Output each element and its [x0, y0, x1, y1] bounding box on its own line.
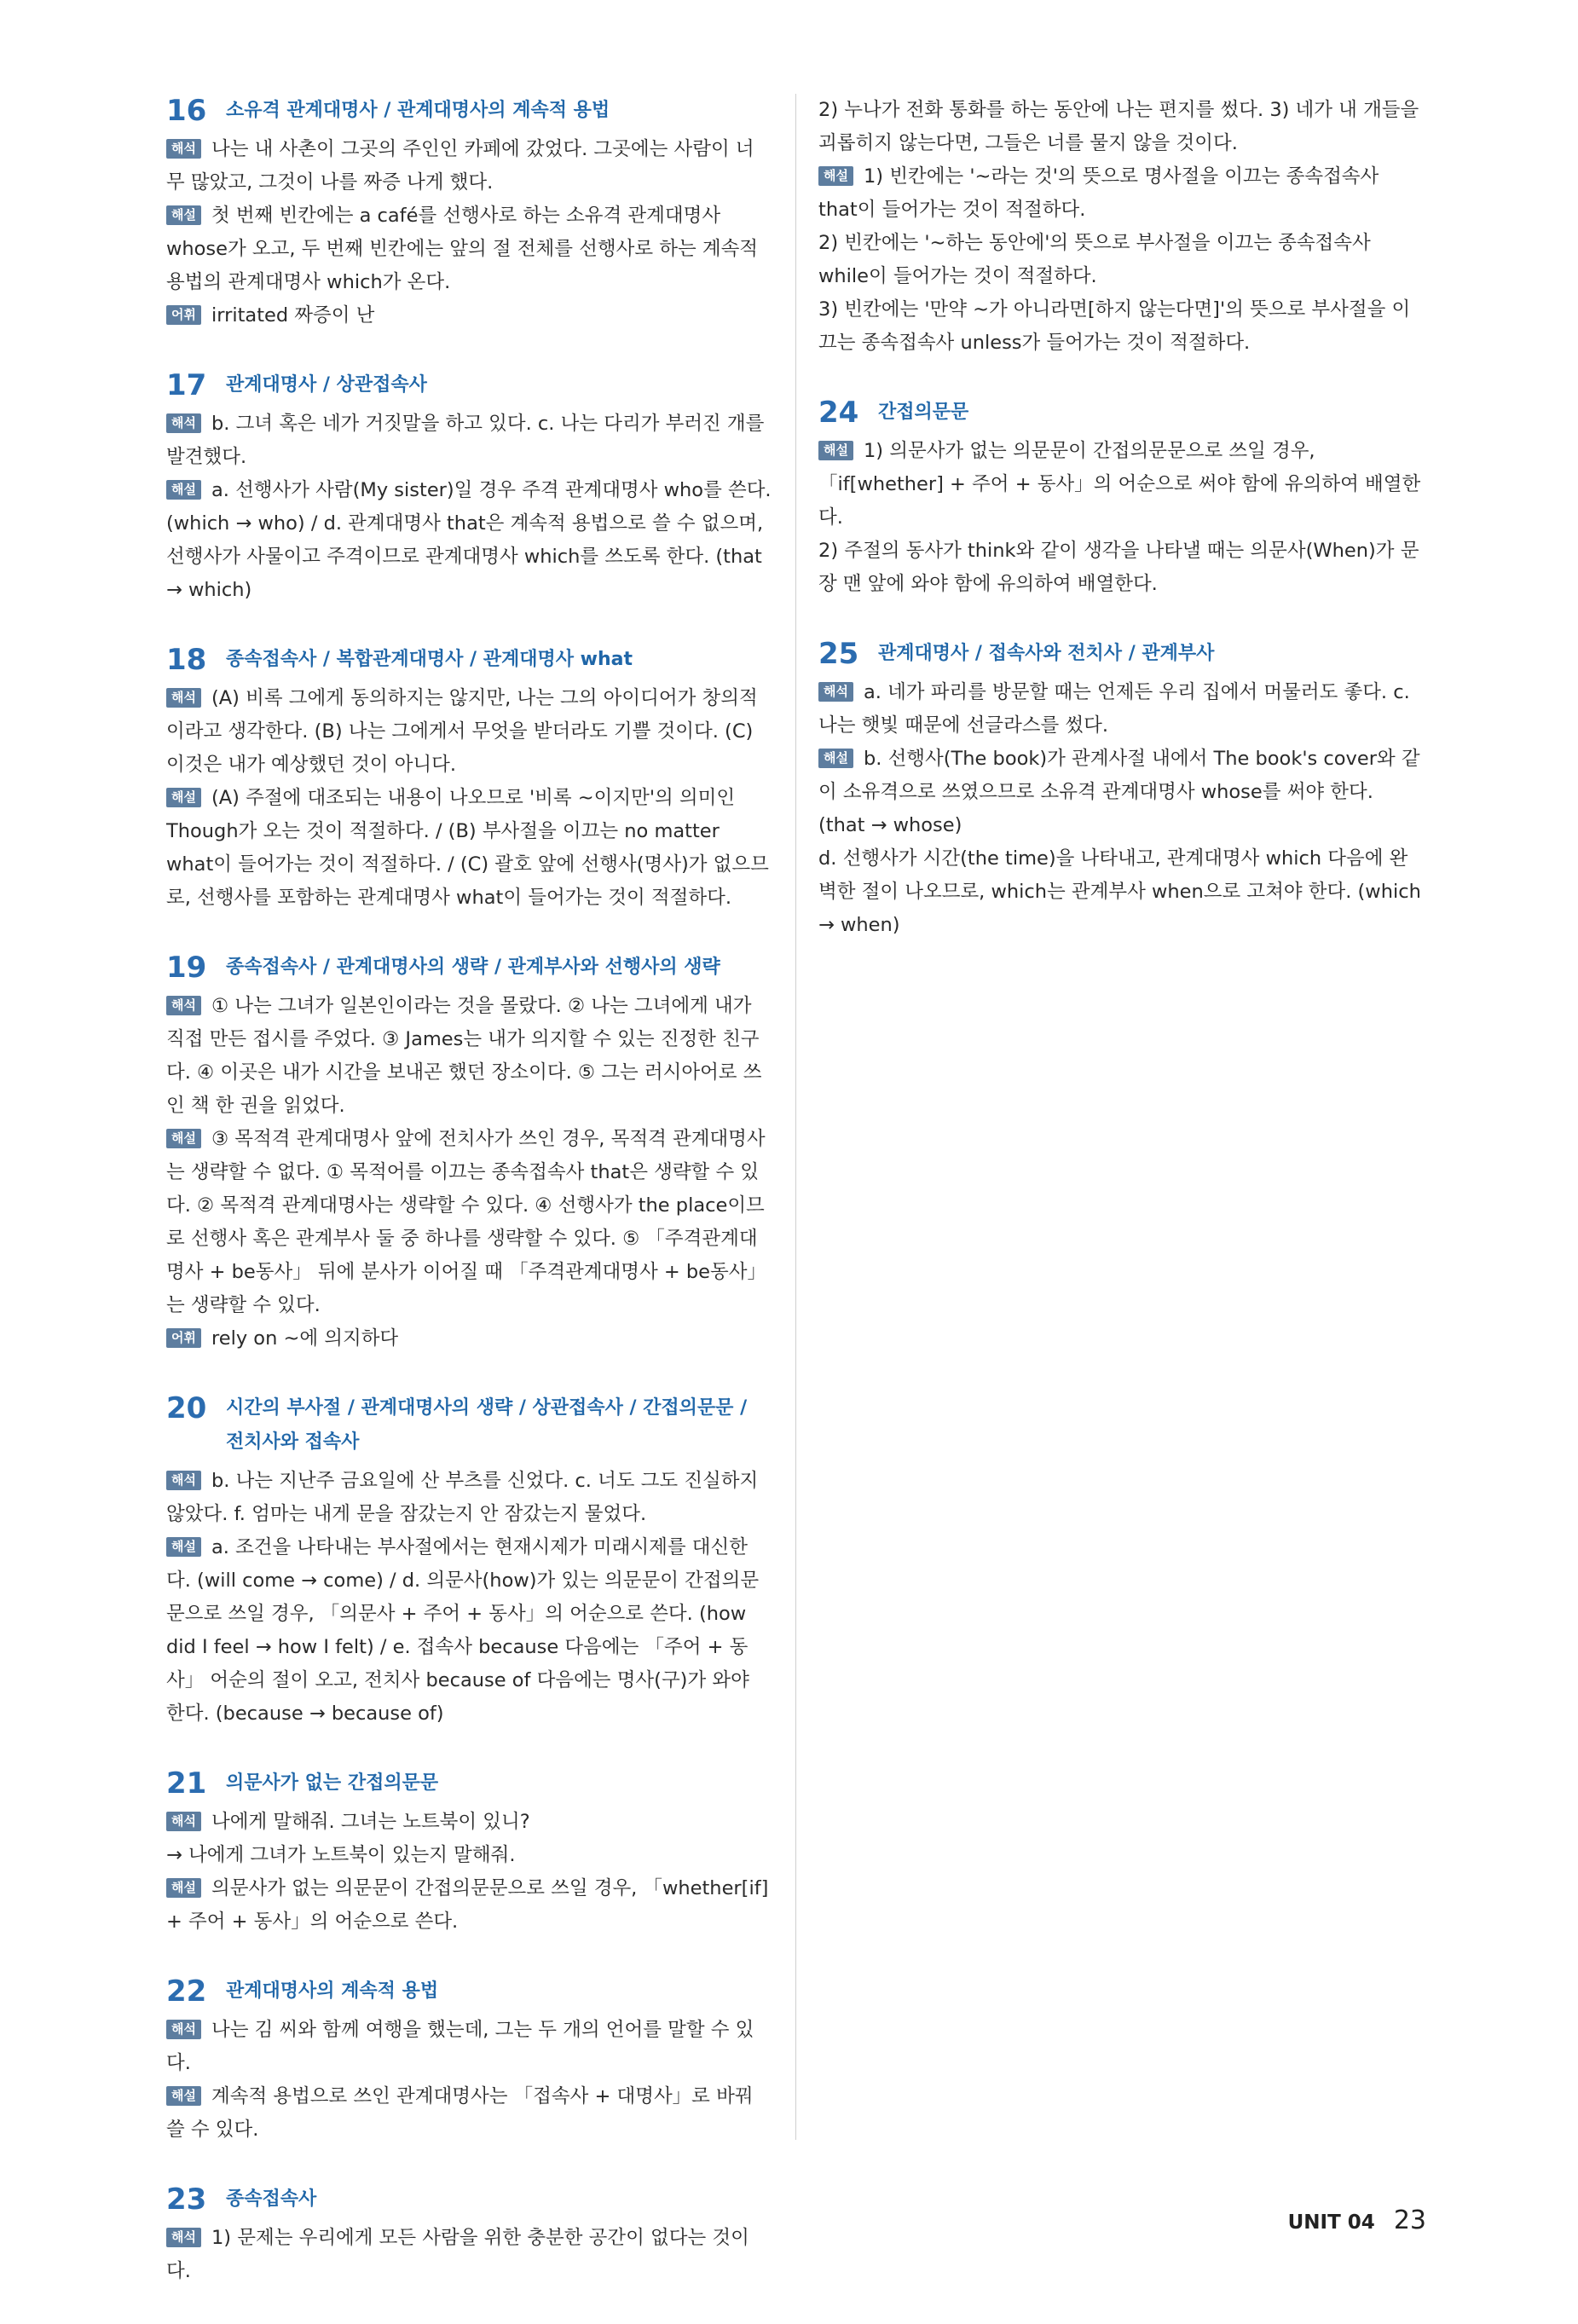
item-header [166, 368, 772, 402]
label-badge: 해설 [166, 1878, 201, 1898]
label-badge: 해석 [166, 996, 201, 1015]
item-topic: 관계대명사 / 접속사와 전치사 / 관계부사 [878, 643, 1215, 664]
line-text: (A) 주절에 대조되는 내용이 나오므로 '비록 ~이지만'의 의미인 Though가 오는 것이 적절하다. / (B) 부사절을 이끄는 no matter what이 들어가는 것이 적절하다. / (C) 괄호 앞에 선행사(명사)가 없으므로, 선행사를 포함하는 관계대명사 what이 들어가는 것이 적절하다. [166, 787, 769, 909]
item-topic: 종속접속사 [226, 2188, 317, 2210]
answer-item [818, 94, 1424, 360]
explanation-line [166, 1839, 772, 1872]
answer-item [166, 94, 772, 332]
explanation-line [818, 535, 1424, 601]
explanation-line [166, 990, 772, 1123]
item-topic: 소유격 관계대명사 / 관계대명사의 계속적 용법 [226, 100, 610, 121]
item-header [166, 94, 772, 128]
explanation-line [166, 1806, 772, 1839]
line-text: 나는 내 사촌이 그곳의 주인인 카페에 갔었다. 그곳에는 사람이 너무 많았고, 그것이 나를 짜증 나게 했다. [166, 138, 754, 194]
item-number: 17 [166, 368, 207, 402]
explanation-line [166, 408, 772, 474]
label-badge: 어휘 [166, 305, 201, 325]
item-header [166, 2182, 772, 2217]
item-topic: 간접의문문 [878, 402, 969, 423]
item-header [818, 637, 1424, 671]
explanation-line [166, 1531, 772, 1731]
label-badge: 해설 [166, 1129, 201, 1148]
label-badge: 해설 [166, 2086, 201, 2106]
item-number: 23 [166, 2182, 207, 2217]
item-topic: 종속접속사 / 관계대명사의 생략 / 관계부사와 선행사의 생략 [226, 957, 720, 978]
line-text: a. 선행사가 사람(My sister)일 경우 주격 관계대명사 who를 쓴다. (which → who) / d. 관계대명사 that은 계속적 용법으로 쓸 수 없으며, 선행사가 사물이고 주격이므로 관계대명사 which를 쓰도록 한다. (that → which) [166, 479, 772, 601]
explanation-line [166, 1123, 772, 1322]
explanation-line [818, 842, 1424, 942]
left-column [166, 94, 772, 2324]
item-number: 19 [166, 951, 207, 985]
answer-item [166, 1974, 772, 2147]
line-text: ③ 목적격 관계대명사 앞에 전치사가 쓰인 경우, 목적격 관계대명사는 생략할 수 없다. ① 목적어를 이끄는 종속접속사 that은 생략할 수 있다. ② 목적격 관계대명사는 생략할 수 있다. ④ 선행사가 the place이므로 선행사 혹은 관계부사 둘 중 하나를 생략할 수 있다. ⑤ 「주격관계대명사 + be동사」 뒤에 분사가 이어질 때 「주격관계대명사 + be동사」는 생략할 수 있다. [166, 1128, 766, 1316]
line-text: → 나에게 그녀가 노트북이 있는지 말해줘. [166, 1844, 516, 1866]
answer-item [818, 637, 1424, 942]
label-badge: 해설 [166, 788, 201, 807]
explanation-line [166, 1322, 772, 1356]
answer-item [166, 951, 772, 1356]
label-badge: 해설 [166, 205, 201, 225]
item-header [166, 1391, 772, 1460]
right-column [818, 94, 1424, 978]
explanation-line [166, 1872, 772, 1939]
label-badge: 해설 [818, 166, 853, 186]
line-text: b. 그녀 혹은 네가 거짓말을 하고 있다. c. 나는 다리가 부러진 개를 발견했다. [166, 413, 765, 468]
line-text: 첫 번째 빈칸에는 a café를 선행사로 하는 소유격 관계대명사 whose가 오고, 두 번째 빈칸에는 앞의 절 전체를 선행사로 하는 계속적 용법의 관계대명사 which가 온다. [166, 205, 759, 293]
item-topic: 의문사가 없는 간접의문문 [226, 1772, 439, 1794]
line-text: 2) 빈칸에는 '~하는 동안에'의 뜻으로 부사절을 이끄는 종속접속사 while이 들어가는 것이 적절하다. [818, 232, 1371, 287]
column-divider [795, 94, 796, 2140]
explanation-line [166, 199, 772, 299]
explanation-line [818, 743, 1424, 842]
label-badge: 해설 [818, 749, 853, 768]
explanation-line [166, 474, 772, 607]
answer-item [166, 1391, 772, 1731]
label-badge: 해석 [166, 139, 201, 159]
unit-label: UNIT 04 [1287, 2211, 1375, 2234]
item-topic: 종속접속사 / 복합관계대명사 / 관계대명사 what [226, 649, 633, 670]
label-badge: 해설 [166, 480, 201, 500]
explanation-line [818, 676, 1424, 743]
line-text: 계속적 용법으로 쓰인 관계대명사는 「접속사 + 대명사」로 바꿔 쓸 수 있다. [166, 2085, 754, 2141]
item-header [166, 1766, 772, 1801]
answer-item [166, 368, 772, 607]
label-badge: 해석 [166, 2228, 201, 2247]
explanation-line [818, 227, 1424, 293]
line-text: a. 네가 파리를 방문할 때는 언제든 우리 집에서 머물러도 좋다. c. 나는 햇빛 때문에 선글라스를 썼다. [818, 681, 1410, 737]
item-header [166, 643, 772, 677]
item-number: 24 [818, 396, 859, 430]
item-number: 16 [166, 94, 207, 128]
line-text: b. 나는 지난주 금요일에 산 부츠를 신었다. c. 너도 그도 진실하지 않았다. f. 엄마는 내게 문을 잠갔는지 안 잠갔는지 물었다. [166, 1470, 759, 1525]
explanation-line [166, 2080, 772, 2147]
explanation-line [166, 782, 772, 915]
label-badge: 해설 [818, 441, 853, 460]
explanation-line [818, 160, 1424, 227]
explanation-line [818, 94, 1424, 160]
item-topic: 관계대명사 / 상관접속사 [226, 374, 427, 396]
item-number: 20 [166, 1391, 207, 1425]
line-text: 나는 김 씨와 함께 여행을 했는데, 그는 두 개의 언어를 말할 수 있다. [166, 2019, 754, 2074]
item-topic: 관계대명사의 계속적 용법 [226, 1980, 439, 2002]
line-text: ① 나는 그녀가 일본인이라는 것을 몰랐다. ② 나는 그녀에게 내가 직접 만든 접시를 주었다. ③ James는 내가 의지할 수 있는 진정한 친구다. ④ 이곳은 내가 시간을 보내곤 했던 장소이다. ⑤ 그는 러시아어로 쓰인 책 한 권을 읽었다. [166, 995, 762, 1117]
line-text: 2) 누나가 전화 통화를 하는 동안에 나는 편지를 썼다. 3) 네가 내 개들을 괴롭히지 않는다면, 그들은 너를 물지 않을 것이다. [818, 99, 1419, 154]
item-header [166, 1974, 772, 2009]
label-badge: 해석 [166, 413, 201, 433]
line-text: 1) 빈칸에는 '~라는 것'의 뜻으로 명사절을 이끄는 종속접속사 that이 들어가는 것이 적절하다. [818, 165, 1379, 221]
line-text: 1) 문제는 우리에게 모든 사람을 위한 충분한 공간이 없다는 것이다. [166, 2227, 749, 2282]
line-text: d. 선행사가 시간(the time)을 나타내고, 관계대명사 which 다음에 완벽한 절이 나오므로, which는 관계부사 when으로 고쳐야 한다. (which → when) [818, 847, 1421, 936]
page-footer [1288, 2205, 1426, 2235]
explanation-line [166, 2014, 772, 2080]
line-text: rely on ~에 의지하다 [211, 1327, 399, 1350]
line-text: 나에게 말해줘. 그녀는 노트북이 있니? [211, 1811, 530, 1833]
answer-item [166, 1766, 772, 1939]
item-number: 21 [166, 1766, 207, 1801]
item-number: 18 [166, 643, 207, 677]
label-badge: 어휘 [166, 1328, 201, 1348]
line-text: a. 조건을 나타내는 부사절에서는 현재시제가 미래시제를 대신한다. (will come → come) / d. 의문사(how)가 있는 의문문이 간접의문문으로 쓰일 경우, 「의문사 + 주어 + 동사」의 어순으로 쓴다. (how did I feel → how I felt) / e. 접속사 because 다음에는 「주어 + 동사」 어순의 절이 오고, 전치사 because of 다음에는 명사(구)가 와야 한다. (because → because of) [166, 1536, 760, 1725]
explanation-line [166, 299, 772, 332]
item-number: 25 [818, 637, 859, 671]
answer-item [818, 396, 1424, 601]
label-badge: 해석 [166, 1471, 201, 1490]
explanation-line [818, 435, 1424, 535]
item-header [818, 396, 1424, 430]
label-badge: 해설 [166, 1537, 201, 1557]
explanation-line [166, 1465, 772, 1531]
line-text: b. 선행사(The book)가 관계사절 내에서 The book's cover와 같이 소유격으로 쓰였으므로 소유격 관계대명사 whose를 써야 한다. (that → whose) [818, 748, 1420, 836]
line-text: (A) 비록 그에게 동의하지는 않지만, 나는 그의 아이디어가 창의적이라고 생각한다. (B) 나는 그에게서 무엇을 받더라도 기쁠 것이다. (C) 이것은 내가 예상했던 것이 아니다. [166, 687, 758, 776]
line-text: 2) 주절의 동사가 think와 같이 생각을 나타낼 때는 의문사(When)가 문장 맨 앞에 와야 함에 유의하여 배열한다. [818, 540, 1419, 595]
line-text: 1) 의문사가 없는 의문문이 간접의문문으로 쓰일 경우, 「if[whether] + 주어 + 동사」의 어순으로 써야 함에 유의하여 배열한다. [818, 440, 1421, 529]
label-badge: 해석 [166, 1812, 201, 1831]
explanation-line [818, 293, 1424, 360]
answer-item [166, 2182, 772, 2288]
item-header [166, 951, 772, 985]
line-text: 의문사가 없는 의문문이 간접의문문으로 쓰일 경우, 「whether[if] + 주어 + 동사」의 어순으로 쓴다. [166, 1877, 769, 1933]
label-badge: 해석 [166, 688, 201, 708]
explanation-line [166, 133, 772, 199]
explanation-line [166, 682, 772, 782]
explanation-line [166, 2222, 772, 2288]
item-number: 22 [166, 1974, 207, 2009]
label-badge: 해석 [818, 682, 853, 702]
line-text: irritated 짜증이 난 [211, 304, 375, 327]
line-text: 3) 빈칸에는 '만약 ~가 아니라면[하지 않는다면]'의 뜻으로 부사절을 이끄는 종속접속사 unless가 들어가는 것이 적절하다. [818, 298, 1411, 354]
label-badge: 해석 [166, 2020, 201, 2039]
item-topic: 시간의 부사절 / 관계대명사의 생략 / 상관접속사 / 간접의문문 / 전치사와 접속사 [226, 1397, 748, 1453]
answer-item [166, 643, 772, 915]
page-number: 23 [1393, 2205, 1426, 2235]
